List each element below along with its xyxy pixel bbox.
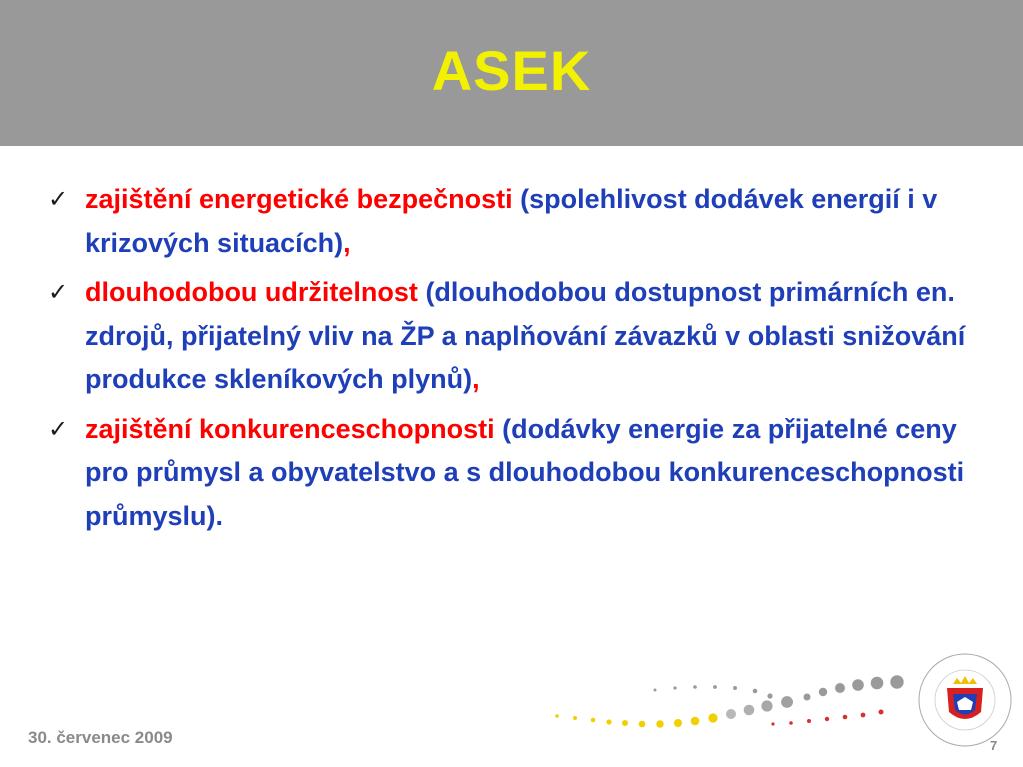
bullet-highlight: zajištění energetické bezpečnosti [85,184,513,214]
bullet-item [48,178,988,265]
bullet-item [48,408,988,539]
bullet-text: (dodávky energie za přijatelné ceny pro průmysl a obyvatelstvo a s dlouhodobou konkurenceschopnosti průmyslu). [85,413,965,531]
bullet-tail: , [343,227,351,258]
bullet-highlight: dlouhodobou udržitelnost [85,277,418,307]
bullet-list [48,178,988,544]
slide-title: ASEK [431,39,592,102]
bullet-text: (spolehlivost dodávek energií i v krizových situacích) [85,184,938,258]
checkmark-icon: ✓ [48,279,69,306]
bullet-highlight: zajištění konkurenceschopnosti [85,413,495,444]
bullet-item [48,271,988,402]
page-number: 7 [990,738,998,753]
decorative-dots [545,640,1015,760]
bullet-text: (dlouhodobou dostupnost primárních en. zdrojů, přijatelný vliv na ŽP a naplňování závazků v oblasti snižování produkce skleníkových plynů) [85,277,966,394]
chamber-emblem-icon [919,654,1011,746]
bullet-tail: , [472,364,480,394]
checkmark-icon: ✓ [48,415,69,443]
checkmark-icon: ✓ [48,186,69,213]
footer-date: 30. červenec 2009 [28,728,173,747]
